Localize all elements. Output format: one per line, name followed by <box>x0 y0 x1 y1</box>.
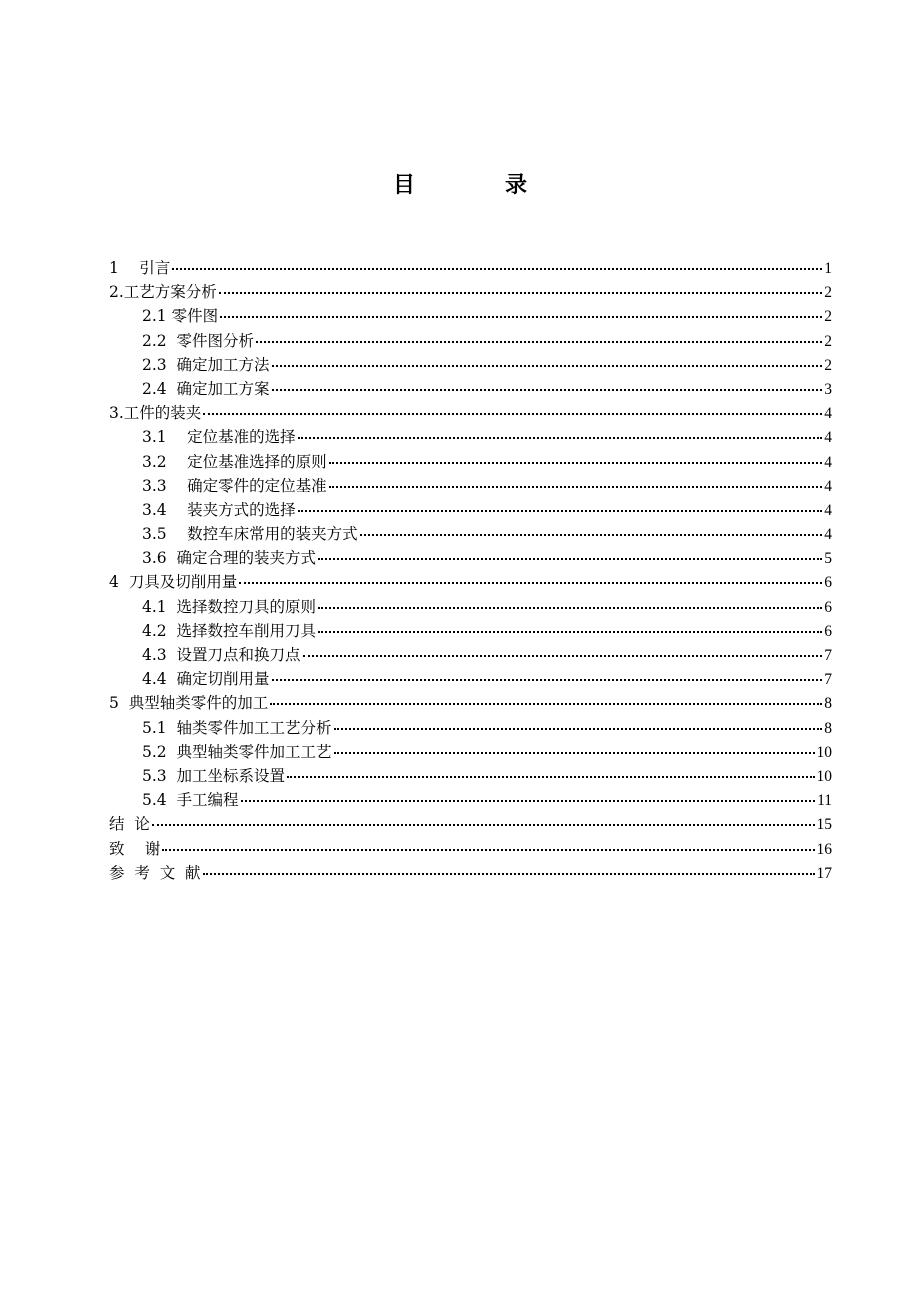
toc-entry[interactable] <box>109 353 832 377</box>
toc-entry-page: 4 <box>824 477 832 495</box>
table-of-contents <box>109 256 832 885</box>
toc-entry-page: 6 <box>824 622 832 640</box>
toc-entry[interactable] <box>109 837 832 861</box>
toc-entry[interactable] <box>109 716 832 740</box>
toc-entry[interactable] <box>109 570 832 594</box>
toc-leader-dots <box>334 727 823 730</box>
toc-entry-page: 3 <box>824 380 832 398</box>
toc-entry-page: 15 <box>816 816 832 834</box>
toc-leader-dots <box>239 581 822 584</box>
toc-entry-label: 参 考 文 献 <box>109 863 201 882</box>
toc-entry[interactable] <box>109 619 832 643</box>
toc-entry[interactable] <box>109 691 832 715</box>
toc-leader-dots <box>287 775 814 778</box>
toc-leader-dots <box>318 606 822 609</box>
toc-entry-label: 4.3 设置刀点和换刀点 <box>142 646 301 664</box>
toc-entry-page: 8 <box>824 695 832 713</box>
toc-entry-page: 8 <box>824 719 832 737</box>
toc-entry[interactable] <box>109 474 832 498</box>
toc-entry-page: 2 <box>824 308 832 326</box>
toc-leader-dots <box>272 678 823 681</box>
toc-entry[interactable] <box>109 498 832 522</box>
toc-leader-dots <box>203 872 815 875</box>
toc-leader-dots <box>172 267 822 270</box>
toc-entry-page: 4 <box>824 429 832 447</box>
toc-leader-dots <box>272 364 823 367</box>
toc-entry-page: 16 <box>816 840 832 858</box>
toc-title: 目 录 <box>392 173 561 198</box>
toc-leader-dots <box>241 799 816 802</box>
toc-entry-label: 2.4 确定加工方案 <box>142 379 270 398</box>
toc-leader-dots <box>256 340 822 343</box>
toc-entry-page: 1 <box>824 260 832 277</box>
toc-leader-dots <box>162 848 814 851</box>
toc-leader-dots <box>334 751 815 754</box>
toc-entry-page: 10 <box>816 767 832 785</box>
toc-entry[interactable] <box>109 304 832 328</box>
toc-entry-page: 4 <box>824 453 832 471</box>
toc-entry-page: 4 <box>824 526 832 544</box>
toc-entry-label: 2.工艺方案分析 <box>109 283 217 302</box>
toc-entry-label: 4.1 选择数控刀具的原则 <box>142 597 317 616</box>
toc-entry[interactable] <box>109 450 832 474</box>
toc-leader-dots <box>298 509 823 512</box>
toc-entry[interactable] <box>109 401 832 425</box>
toc-leader-dots <box>203 412 822 415</box>
toc-entry-page: 6 <box>824 574 832 592</box>
toc-entry-page: 2 <box>824 332 832 350</box>
toc-entry[interactable] <box>109 329 832 353</box>
toc-entry[interactable] <box>109 812 832 836</box>
toc-entry-label: 3.3 确定零件的定位基准 <box>142 476 327 495</box>
toc-entry-label: 3.4 装夹方式的选择 <box>142 500 296 519</box>
toc-entry-label: 结 论 <box>109 815 150 834</box>
toc-leader-dots <box>318 630 822 633</box>
toc-entry[interactable] <box>109 595 832 619</box>
toc-leader-dots <box>219 291 822 294</box>
toc-entry-page: 10 <box>816 743 832 761</box>
toc-entry-label: 3.1 定位基准的选择 <box>142 428 296 447</box>
toc-entry-label: 4.2 选择数控车削用刀具 <box>142 621 317 640</box>
toc-entry[interactable] <box>109 788 832 812</box>
toc-entry-label: 5.3 加工坐标系设置 <box>142 766 286 785</box>
toc-leader-dots <box>152 823 815 826</box>
toc-entry-page: 4 <box>824 501 832 519</box>
toc-entry[interactable] <box>109 861 832 885</box>
toc-entry[interactable] <box>109 764 832 788</box>
toc-entry-label: 4.4 确定切削用量 <box>142 670 270 689</box>
toc-entry[interactable] <box>109 280 832 304</box>
toc-entry-label: 4 刀具及切削用量 <box>109 573 238 592</box>
toc-entry-page: 17 <box>816 864 832 882</box>
toc-leader-dots <box>272 388 823 391</box>
toc-entry-page: 5 <box>824 550 832 568</box>
toc-entry-label: 2.2 零件图分析 <box>142 331 255 350</box>
toc-leader-dots <box>220 315 822 318</box>
toc-entry-label: 5.4 手工编程 <box>142 791 239 810</box>
toc-entry-page: 7 <box>824 671 832 689</box>
toc-leader-dots <box>329 485 823 488</box>
toc-entry-page: 7 <box>824 647 832 664</box>
toc-entry-label: 5.1 轴类零件加工工艺分析 <box>142 718 332 737</box>
toc-entry-label: 3.5 数控车床常用的装夹方式 <box>142 525 358 544</box>
toc-leader-dots <box>318 557 822 560</box>
toc-entry-label: 3.2 定位基准选择的原则 <box>142 452 327 471</box>
toc-entry-label: 5.2 典型轴类零件加工工艺 <box>142 742 332 761</box>
toc-entry[interactable] <box>109 377 832 401</box>
toc-entry-label: 3.6 确定合理的装夹方式 <box>142 549 317 568</box>
toc-entry[interactable] <box>109 256 832 280</box>
toc-entry[interactable] <box>109 546 832 570</box>
toc-entry[interactable] <box>109 643 832 667</box>
toc-leader-dots <box>298 436 823 439</box>
toc-leader-dots <box>329 461 823 464</box>
toc-entry[interactable] <box>109 522 832 546</box>
toc-entry-page: 6 <box>824 598 832 616</box>
toc-entry-label: 2.1 零件图 <box>142 307 219 326</box>
toc-entry-label: 5 典型轴类零件的加工 <box>109 694 269 713</box>
toc-entry[interactable] <box>109 425 832 449</box>
toc-entry-label: 1 引言 <box>109 259 171 277</box>
toc-entry[interactable] <box>109 740 832 764</box>
toc-entry-page: 2 <box>824 284 832 302</box>
toc-entry-page: 2 <box>824 356 832 374</box>
toc-entry-label: 3.工件的装夹 <box>109 404 202 423</box>
toc-leader-dots <box>360 533 823 536</box>
toc-entry-label: 致 谢 <box>109 839 161 858</box>
toc-leader-dots <box>303 654 823 657</box>
toc-entry-label: 2.3 确定加工方法 <box>142 355 270 374</box>
toc-entry[interactable] <box>109 667 832 691</box>
toc-entry-page: 11 <box>817 792 832 810</box>
toc-entry-page: 4 <box>824 405 832 423</box>
toc-leader-dots <box>270 702 822 705</box>
